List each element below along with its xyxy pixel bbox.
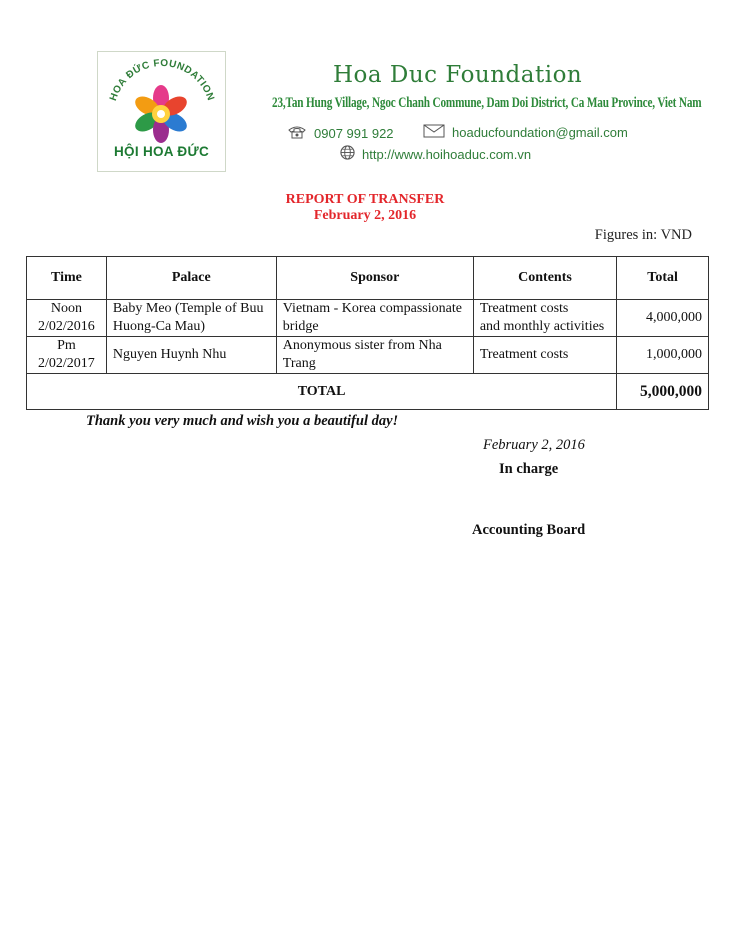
phone-number: 0907 991 922 — [314, 126, 394, 141]
organization-name: Hoa Duc Foundation — [333, 62, 583, 88]
accounting-board-label: Accounting Board — [472, 522, 586, 538]
time-cell: Pm 2/02/2017 — [27, 337, 107, 374]
sponsor-cell: Anonymous sister from Nha Trang — [276, 337, 473, 374]
figures-note: Figures in: VND — [594, 227, 692, 243]
report-heading — [0, 192, 730, 224]
palace-cell: Nguyen Huynh Nhu — [106, 337, 276, 374]
table-row — [27, 337, 709, 374]
lotus-flower-icon — [132, 85, 190, 143]
mail-icon — [423, 124, 445, 141]
column-header-time: Time — [27, 257, 107, 300]
email-link[interactable]: hoaducfoundation@gmail.com — [452, 125, 628, 140]
sponsor-cell: Vietnam - Korea compassionate bridge — [276, 300, 473, 337]
website-link[interactable]: http://www.hoihoaduc.com.vn — [362, 146, 532, 162]
column-header-contents: Contents — [473, 257, 616, 300]
email-contact — [423, 124, 628, 141]
table-header-row — [27, 257, 709, 300]
thank-you-note: Thank you very much and wish you a beautiful day! — [86, 413, 399, 429]
logo-bottom-text: HỘI HOA ĐỨC — [114, 144, 209, 159]
total-cell: 1,000,000 — [617, 337, 709, 374]
phone-icon — [287, 125, 307, 142]
total-value: 5,000,000 — [617, 374, 709, 410]
globe-icon — [340, 145, 355, 163]
contents-cell: Treatment costs and monthly activities — [473, 300, 616, 337]
signature-date: February 2, 2016 — [483, 437, 585, 453]
column-header-sponsor: Sponsor — [276, 257, 473, 300]
report-date: February 2, 2016 — [313, 208, 417, 223]
foundation-logo — [97, 51, 226, 172]
total-label: TOTAL — [27, 374, 617, 410]
website-contact — [340, 145, 531, 163]
contents-cell: Treatment costs — [473, 337, 616, 374]
in-charge-label: In charge — [499, 461, 559, 477]
total-row — [27, 374, 709, 410]
total-cell: 4,000,000 — [617, 300, 709, 337]
time-cell: Noon 2/02/2016 — [27, 300, 107, 337]
column-header-total: Total — [617, 257, 709, 300]
logo-arc-text: HOA ĐỨC FOUNDATION — [107, 57, 217, 103]
phone-contact — [287, 125, 394, 142]
palace-cell: Baby Meo (Temple of Buu Huong-Ca Mau) — [106, 300, 276, 337]
column-header-palace: Palace — [106, 257, 276, 300]
transfer-table — [26, 256, 709, 410]
table-row — [27, 300, 709, 337]
report-title: REPORT OF TRANSFER — [285, 192, 445, 207]
organization-address: 23,Tan Hung Village, Ngoc Chanh Commune, Dam Doi District, Ca Mau Province, Viet Nam — [272, 95, 702, 111]
